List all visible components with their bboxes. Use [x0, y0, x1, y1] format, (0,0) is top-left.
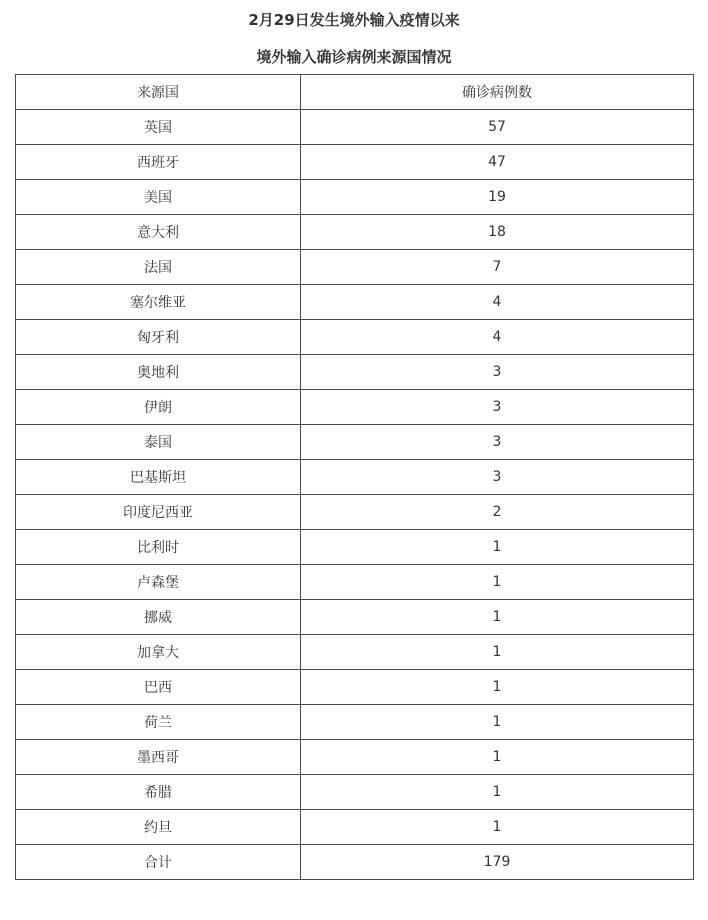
country-cell: 奥地利 [16, 355, 301, 390]
table-row [16, 250, 694, 285]
page-title: 2月29日发生境外输入疫情以来 [248, 11, 460, 29]
total-label: 合计 [16, 845, 301, 880]
country-cell: 荷兰 [16, 705, 301, 740]
country-cell: 巴基斯坦 [16, 460, 301, 495]
table-body [16, 110, 694, 845]
cases-cell: 19 [301, 180, 694, 215]
table-title: 境外输入确诊病例来源国情况 [256, 48, 452, 66]
source-country-table [15, 74, 694, 880]
cases-cell: 3 [301, 425, 694, 460]
cases-cell: 57 [301, 110, 694, 145]
country-cell: 挪威 [16, 600, 301, 635]
cases-cell: 3 [301, 355, 694, 390]
table-row [16, 180, 694, 215]
table-row [16, 740, 694, 775]
cases-cell: 1 [301, 670, 694, 705]
table-row [16, 635, 694, 670]
table-row [16, 215, 694, 250]
country-cell: 巴西 [16, 670, 301, 705]
table-row [16, 285, 694, 320]
column-header-cases: 确诊病例数 [301, 75, 694, 110]
cases-cell: 1 [301, 740, 694, 775]
country-cell: 希腊 [16, 775, 301, 810]
country-cell: 西班牙 [16, 145, 301, 180]
table-header-row [16, 75, 694, 110]
cases-cell: 7 [301, 250, 694, 285]
table-row [16, 425, 694, 460]
country-cell: 比利时 [16, 530, 301, 565]
country-cell: 伊朗 [16, 390, 301, 425]
country-cell: 法国 [16, 250, 301, 285]
table-row [16, 355, 694, 390]
column-header-country: 来源国 [16, 75, 301, 110]
cases-cell: 1 [301, 810, 694, 845]
table-row [16, 600, 694, 635]
cases-cell: 1 [301, 600, 694, 635]
table-row [16, 390, 694, 425]
country-cell: 泰国 [16, 425, 301, 460]
table-row [16, 320, 694, 355]
table-row [16, 775, 694, 810]
country-cell: 加拿大 [16, 635, 301, 670]
total-row [16, 845, 694, 880]
table-row [16, 110, 694, 145]
table-row [16, 495, 694, 530]
cases-cell: 18 [301, 215, 694, 250]
cases-cell: 1 [301, 775, 694, 810]
total-value: 179 [301, 845, 694, 880]
table-row [16, 705, 694, 740]
table-row [16, 565, 694, 600]
country-cell: 英国 [16, 110, 301, 145]
country-cell: 约旦 [16, 810, 301, 845]
country-cell: 塞尔维亚 [16, 285, 301, 320]
cases-cell: 3 [301, 460, 694, 495]
cases-cell: 3 [301, 390, 694, 425]
table-row [16, 145, 694, 180]
cases-cell: 1 [301, 565, 694, 600]
table-row [16, 810, 694, 845]
table-row [16, 530, 694, 565]
cases-cell: 4 [301, 285, 694, 320]
cases-cell: 2 [301, 495, 694, 530]
cases-cell: 1 [301, 530, 694, 565]
country-cell: 匈牙利 [16, 320, 301, 355]
table-row [16, 670, 694, 705]
cases-cell: 4 [301, 320, 694, 355]
country-cell: 墨西哥 [16, 740, 301, 775]
country-cell: 意大利 [16, 215, 301, 250]
cases-cell: 47 [301, 145, 694, 180]
table-row [16, 460, 694, 495]
cases-cell: 1 [301, 705, 694, 740]
country-cell: 卢森堡 [16, 565, 301, 600]
cases-cell: 1 [301, 635, 694, 670]
country-cell: 美国 [16, 180, 301, 215]
country-cell: 印度尼西亚 [16, 495, 301, 530]
